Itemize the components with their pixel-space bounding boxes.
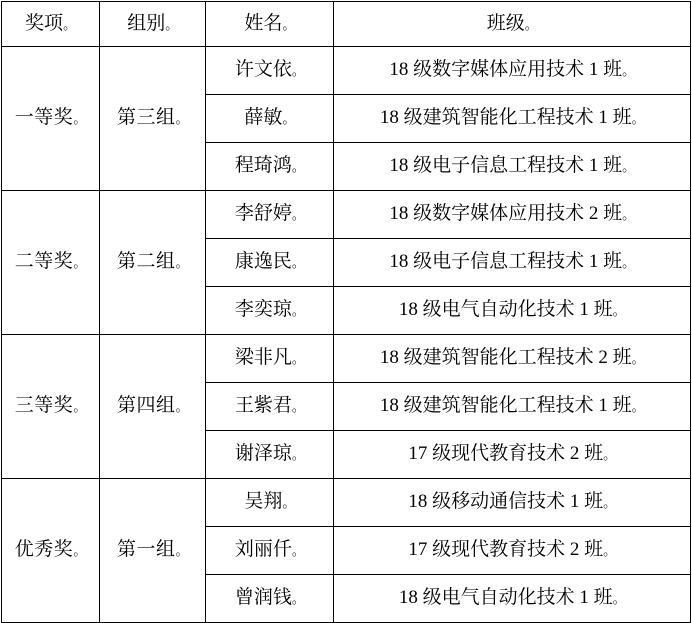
student-class-cell: [334, 287, 691, 335]
cell-mark: 。: [73, 111, 87, 127]
student-class-cell-text: 17 级现代教育技术 2 班。: [408, 443, 617, 465]
student-class-cell-text: 18 级建筑智能化工程技术 1 班。: [379, 107, 645, 129]
student-name-cell-text: 薛敏。: [244, 107, 296, 129]
student-name-cell-text: 曾润钱。: [234, 587, 305, 609]
group-cell-2: [100, 335, 206, 479]
student-class-cell-text: 17 级现代教育技术 2 班。: [408, 539, 617, 561]
cell-mark: 。: [612, 303, 626, 319]
cell-mark: 。: [291, 207, 305, 223]
group-cell-3-text: 第一组。: [116, 539, 189, 561]
group-cell-0: [100, 47, 206, 191]
student-class-cell-text: 18 级移动通信技术 1 班。: [408, 491, 617, 513]
cell-mark: 。: [603, 543, 617, 559]
column-header-group: [100, 2, 206, 47]
cell-mark: 。: [603, 447, 617, 463]
cell-mark: 。: [73, 399, 87, 415]
student-class-cell-text: 18 级数字媒体应用技术 2 班。: [389, 203, 636, 225]
cell-mark: 。: [524, 16, 538, 32]
cell-mark: 。: [631, 351, 645, 367]
cell-mark: 。: [165, 16, 179, 32]
student-name-cell: [206, 239, 334, 287]
student-name-cell: [206, 431, 334, 479]
cell-mark: 。: [291, 63, 305, 79]
award-cell-3: [2, 479, 100, 623]
cell-mark: 。: [175, 111, 189, 127]
student-class-cell: [334, 383, 691, 431]
cell-mark: 。: [622, 255, 636, 271]
student-class-cell-text: 18 级电气自动化技术 1 班。: [398, 587, 626, 609]
cell-mark: 。: [291, 159, 305, 175]
student-name-cell-text: 李奕琼。: [234, 299, 305, 321]
group-cell-0-text: 第三组。: [116, 107, 189, 129]
cell-mark: 。: [282, 495, 296, 511]
student-class-cell-text: 18 级电气自动化技术 1 班。: [398, 299, 626, 321]
student-class-cell: [334, 335, 691, 383]
student-class-cell: [334, 191, 691, 239]
cell-mark: 。: [603, 495, 617, 511]
column-header-award: [2, 2, 100, 47]
student-class-cell-text: 18 级数字媒体应用技术 1 班。: [389, 59, 636, 81]
cell-mark: 。: [282, 16, 296, 32]
student-class-cell-text: 18 级电子信息工程技术 1 班。: [389, 251, 636, 273]
student-name-cell: [206, 95, 334, 143]
student-class-cell-text: 18 级电子信息工程技术 1 班。: [389, 155, 636, 177]
cell-mark: 。: [291, 303, 305, 319]
group-cell-2-text: 第四组。: [116, 395, 189, 417]
student-class-cell-text: 18 级建筑智能化工程技术 1 班。: [379, 395, 645, 417]
student-name-cell: [206, 335, 334, 383]
column-header-name-text: 姓名。: [244, 12, 296, 34]
column-header-group-text: 组别。: [127, 12, 179, 34]
student-name-cell: [206, 287, 334, 335]
column-header-class-text: 班级。: [486, 12, 538, 34]
student-name-cell-text: 吴翔。: [244, 491, 296, 513]
table-row: [2, 335, 691, 383]
award-cell-0: [2, 47, 100, 191]
award-cell-2-text: 三等奖。: [14, 395, 87, 417]
student-class-cell: [334, 95, 691, 143]
cell-mark: 。: [622, 207, 636, 223]
student-class-cell: [334, 575, 691, 623]
student-name-cell: [206, 527, 334, 575]
student-name-cell-text: 许文依。: [234, 59, 305, 81]
column-header-award-text: 奖项。: [25, 12, 77, 34]
student-class-cell: [334, 479, 691, 527]
cell-mark: 。: [291, 591, 305, 607]
student-name-cell-text: 康逸民。: [234, 251, 305, 273]
cell-mark: 。: [631, 111, 645, 127]
award-results-table: [1, 1, 691, 623]
table-row: [2, 47, 691, 95]
student-name-cell-text: 王紫君。: [234, 395, 305, 417]
student-name-cell: [206, 47, 334, 95]
student-class-cell: [334, 527, 691, 575]
student-name-cell-text: 李舒婷。: [234, 203, 305, 225]
table-row: [2, 479, 691, 527]
student-name-cell: [206, 383, 334, 431]
cell-mark: 。: [291, 447, 305, 463]
cell-mark: 。: [63, 16, 77, 32]
student-class-cell-text: 18 级建筑智能化工程技术 2 班。: [379, 347, 645, 369]
cell-mark: 。: [612, 591, 626, 607]
table-row: [2, 191, 691, 239]
student-name-cell-text: 谢泽琼。: [234, 443, 305, 465]
student-name-cell-text: 梁非凡。: [234, 347, 305, 369]
cell-mark: 。: [622, 159, 636, 175]
cell-mark: 。: [291, 399, 305, 415]
group-cell-3: [100, 479, 206, 623]
student-class-cell: [334, 47, 691, 95]
student-name-cell-text: 程琦鸿。: [234, 155, 305, 177]
cell-mark: 。: [291, 543, 305, 559]
award-cell-3-text: 优秀奖。: [14, 539, 87, 561]
student-class-cell: [334, 431, 691, 479]
student-name-cell: [206, 143, 334, 191]
group-cell-1: [100, 191, 206, 335]
column-header-class: [334, 2, 691, 47]
student-name-cell: [206, 479, 334, 527]
student-class-cell: [334, 239, 691, 287]
student-name-cell: [206, 575, 334, 623]
student-class-cell: [334, 143, 691, 191]
award-cell-1: [2, 191, 100, 335]
award-cell-1-text: 二等奖。: [14, 251, 87, 273]
cell-mark: 。: [175, 255, 189, 271]
cell-mark: 。: [73, 255, 87, 271]
student-name-cell-text: 刘丽仟。: [234, 539, 305, 561]
cell-mark: 。: [631, 399, 645, 415]
cell-mark: 。: [291, 255, 305, 271]
student-name-cell: [206, 191, 334, 239]
award-cell-0-text: 一等奖。: [14, 107, 87, 129]
column-header-name: [206, 2, 334, 47]
cell-mark: 。: [73, 543, 87, 559]
cell-mark: 。: [175, 399, 189, 415]
cell-mark: 。: [291, 351, 305, 367]
cell-mark: 。: [622, 63, 636, 79]
award-cell-2: [2, 335, 100, 479]
cell-mark: 。: [282, 111, 296, 127]
cell-mark: 。: [175, 543, 189, 559]
group-cell-1-text: 第二组。: [116, 251, 189, 273]
table-header-row: [2, 2, 691, 47]
